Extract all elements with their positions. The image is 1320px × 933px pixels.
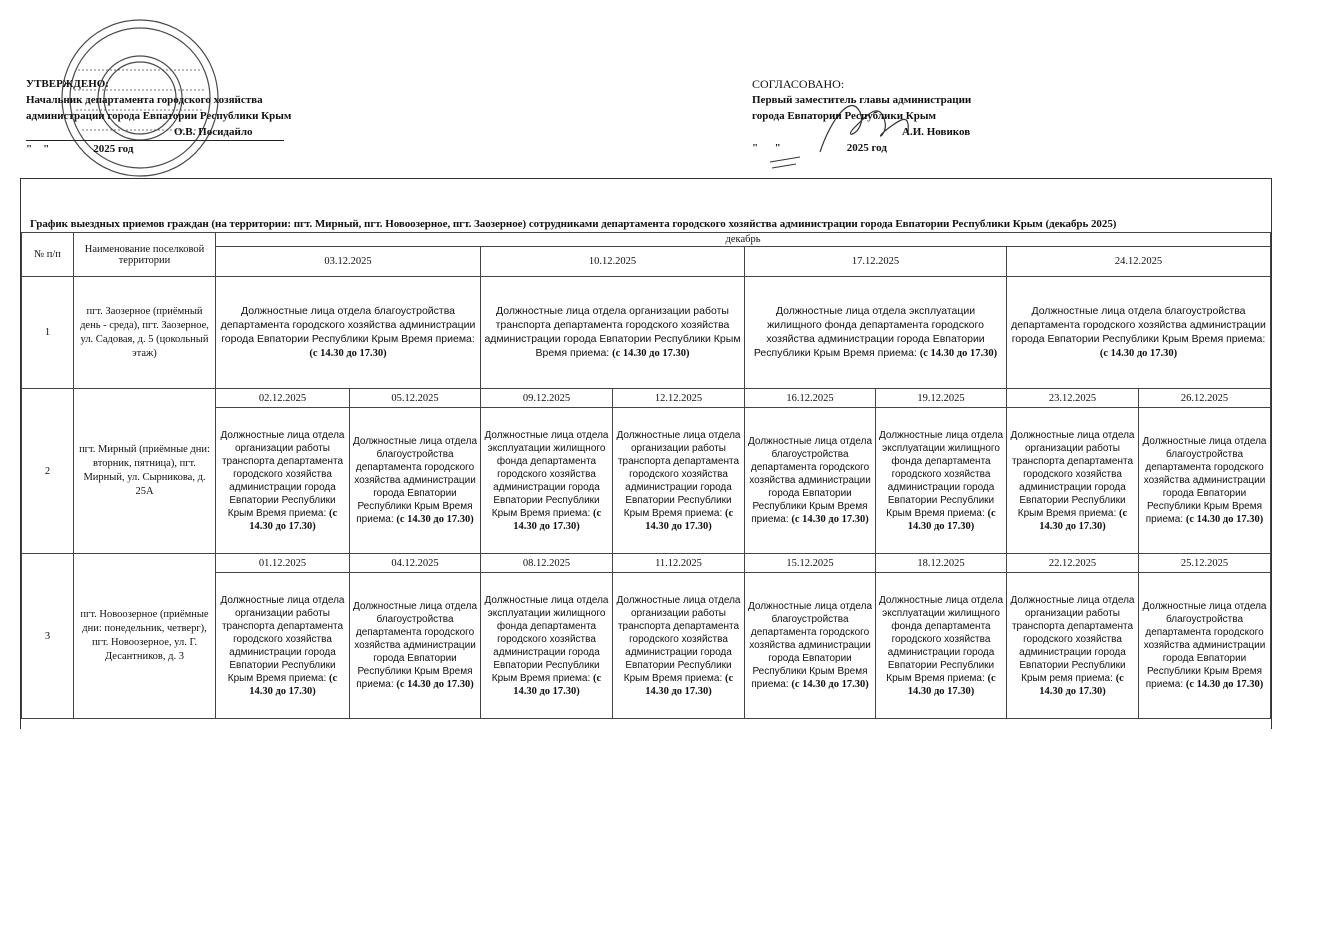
approval-date-line: " " 2025 год [26, 143, 134, 155]
cell-date: 05.12.2025 [350, 389, 481, 408]
duty-time: (с 14.30 до 17.30) [513, 507, 602, 532]
cell-date: 25.12.2025 [1139, 554, 1271, 573]
row-num: 1 [22, 277, 74, 389]
agreement-heading: СОГЛАСОВАНО: [752, 77, 845, 91]
cell-date: 22.12.2025 [1007, 554, 1139, 573]
duty-text: Должностные лица отдела благоустройства департамента городского хозяйства администрации города Евпатории Республики Крым Время приема: [1011, 305, 1266, 345]
approval-heading: УТВЕРЖДЕНО: [26, 78, 109, 90]
cell-date: 15.12.2025 [745, 554, 876, 573]
duty-time: (с 14.30 до 17.30) [1185, 514, 1264, 525]
duty-time: (с 14.30 до 17.30) [645, 507, 734, 532]
duty-time: (с 14.30 до 17.30) [513, 672, 602, 697]
cell-date: 02.12.2025 [216, 389, 350, 408]
duty-text: Должностные лица отдела эксплуатации жилищного фонда департамента городского хозяйства администрации города Евпатории Республики Крым Время приема: [484, 429, 609, 519]
duty-cell [216, 573, 350, 719]
duty-time: (с 14.30 до 17.30) [396, 514, 474, 525]
header-date: 10.12.2025 [481, 247, 745, 277]
duty-text: Должностные лица отдела эксплуатации жилищного фонда департамента городского хозяйства администрации города Евпатории Республики Крым Время приема: [879, 429, 1004, 519]
duty-cell [745, 408, 876, 554]
duty-cell [876, 408, 1007, 554]
duty-text: Должностные лица отдела благоустройства департамента городского хозяйства администрации города Евпатории Республики Крым Время приема: [748, 436, 873, 525]
duty-cell [745, 573, 876, 719]
duty-cell [350, 573, 481, 719]
duty-cell [1007, 277, 1271, 389]
table-row [22, 277, 1271, 389]
cell-date: 16.12.2025 [745, 389, 876, 408]
header-date: 17.12.2025 [745, 247, 1007, 277]
table-row [22, 389, 1271, 408]
cell-date: 12.12.2025 [613, 389, 745, 408]
header-month: декабрь [216, 233, 1271, 247]
duty-cell [350, 408, 481, 554]
header-date: 24.12.2025 [1007, 247, 1271, 277]
duty-time: (с 14.30 до 17.30) [249, 672, 338, 697]
approval-position-line1: Начальник департамента городского хозяйства [26, 94, 263, 106]
duty-text: Должностные лица отдела эксплуатации жилищного фонда департамента городского хозяйства администрации города Евпатории Республики Крым Время приема: [484, 594, 609, 684]
duty-cell [613, 573, 745, 719]
document-title: График выездных приемов граждан (на территории: пгт. Мирный, пгт. Новоозерное, пгт. Заозерное) сотрудниками департамента городского хозяйства администрации города Евпатории Республики Крым (декабрь 2025) [30, 218, 1117, 230]
agreement-block [752, 76, 971, 156]
duty-text: Должностные лица отдела организации работы транспорта департамента городского хозяйства администрации города Евпатории Республики Крым Время приема: [484, 305, 741, 359]
duty-text: Должностные лица отдела организации работы транспорта департамента городского хозяйства администрации города Евпатории Республики Крым Время приема: [220, 429, 345, 519]
duty-text: Должностные лица отдела эксплуатации жилищного фонда департамента городского хозяйства администрации города Евпатории Республики Крым Время приема: [753, 305, 985, 359]
row-place: пгт. Новоозерное (приёмные дни: понедельник, четверг), пгт. Новоозерное, ул. Г. Десантников, д. 3 [74, 554, 216, 719]
duty-cell [481, 408, 613, 554]
duty-time: (с 14.30 до 17.30) [249, 507, 338, 532]
duty-text: Должностные лица отдела организации работы транспорта департамента городского хозяйства администрации города Евпатории Республики Крым Время приема: [220, 594, 345, 684]
duty-text: Должностные лица отдела организации работы транспорта департамента городского хозяйства администрации города Евпатории Республики Крым Время приема: [616, 594, 741, 684]
duty-cell [1139, 573, 1271, 719]
schedule-table [21, 232, 1271, 719]
duty-time: (с 14.30 до 17.30) [791, 514, 869, 525]
duty-text: Должностные лица отдела благоустройства департамента городского хозяйства администрации города Евпатории Республики Крым Время приема: [353, 436, 478, 525]
duty-text: Должностные лица отдела благоустройства департамента городского хозяйства администрации города Евпатории Республики Крым Время приема: [1142, 436, 1267, 525]
cell-date: 11.12.2025 [613, 554, 745, 573]
duty-text: Должностные лица отдела благоустройства департамента городского хозяйства администрации города Евпатории Республики Крым Время приема: [220, 305, 476, 345]
header-place: Наименование поселковой территории [74, 233, 216, 277]
header-date: 03.12.2025 [216, 247, 481, 277]
duty-time: (с 14.30 до 17.30) [1039, 507, 1128, 532]
cell-date: 19.12.2025 [876, 389, 1007, 408]
cell-date: 09.12.2025 [481, 389, 613, 408]
duty-text: Должностные лица отдела организации работы транспорта департамента городского хозяйства администрации города Евпатории Республики Крым Время приема: [1010, 429, 1135, 519]
cell-date: 04.12.2025 [350, 554, 481, 573]
agreement-position-line2: города Евпатории Республики Крым [752, 110, 936, 122]
duty-cell [1007, 573, 1139, 719]
cell-date: 26.12.2025 [1139, 389, 1271, 408]
duty-text: Должностные лица отдела благоустройства департамента городского хозяйства администрации города Евпатории Республики Крым Время приема: [353, 601, 478, 690]
duty-cell [1007, 408, 1139, 554]
duty-cell [613, 408, 745, 554]
duty-time: (с 14.30 до 17.30) [1099, 348, 1178, 359]
cell-date: 01.12.2025 [216, 554, 350, 573]
duty-time: (с 14.30 до 17.30) [612, 348, 690, 359]
table-row [22, 554, 1271, 573]
cell-date: 23.12.2025 [1007, 389, 1139, 408]
duty-time: (с 14.30 до 17.30) [907, 672, 996, 697]
duty-time: (с 14.30 до 17.30) [1185, 679, 1264, 690]
approval-position-line2: администрации города Евпатории Республики Крым [26, 110, 292, 122]
approval-signer: О.В. Посидайло [26, 124, 284, 141]
row-num: 3 [22, 554, 74, 719]
duty-text: Должностные лица отдела организации работы транспорта департамента городского хозяйства администрации города Евпатории Республики Крым Время приема: [616, 429, 741, 519]
duty-time: (с 14.30 до 17.30) [309, 348, 387, 359]
header-num: № п/п [22, 233, 74, 277]
duty-cell [216, 277, 481, 389]
duty-time: (с 14.30 до 17.30) [1039, 672, 1124, 697]
duty-cell [216, 408, 350, 554]
duty-time: (с 14.30 до 17.30) [907, 507, 996, 532]
duty-time: (с 14.30 до 17.30) [396, 679, 474, 690]
cell-date: 08.12.2025 [481, 554, 613, 573]
agreement-signer: А.И. Новиков [902, 126, 971, 138]
duty-cell [745, 277, 1007, 389]
agreement-position-line1: Первый заместитель главы администрации [752, 94, 972, 106]
duty-cell [876, 573, 1007, 719]
duty-cell [481, 573, 613, 719]
cell-date: 18.12.2025 [876, 554, 1007, 573]
duty-time: (с 14.30 до 17.30) [919, 348, 998, 359]
duty-text: Должностные лица отдела организации работы транспорта департамента городского хозяйства администрации города Евпатории Республики Крым ремя приема: [1010, 594, 1135, 684]
row-num: 2 [22, 389, 74, 554]
duty-time: (с 14.30 до 17.30) [645, 672, 734, 697]
row-place: пгт. Мирный (приёмные дни: вторник, пятница), пгт. Мирный, ул. Сырникова, д. 25А [74, 389, 216, 554]
duty-cell [1139, 408, 1271, 554]
row-place: пгт. Заозерное (приёмный день - среда), пгт. Заозерное, ул. Садовая, д. 5 (цокольный этаж) [74, 277, 216, 389]
agreement-date-line: " " 2025 год [752, 142, 887, 154]
approval-block [26, 76, 291, 157]
duty-cell [481, 277, 745, 389]
duty-text: Должностные лица отдела благоустройства департамента городского хозяйства администрации города Евпатории Республики Крым Время приема: [1142, 601, 1267, 690]
duty-text: Должностные лица отдела благоустройства департамента городского хозяйства администрации города Евпатории Республики Крым Время приема: [748, 601, 873, 690]
duty-text: Должностные лица отдела эксплуатации жилищного фонда департамента городского хозяйства администрации города Евпатории Республики Крым Время приема: [879, 594, 1004, 684]
duty-time: (с 14.30 до 17.30) [791, 679, 869, 690]
